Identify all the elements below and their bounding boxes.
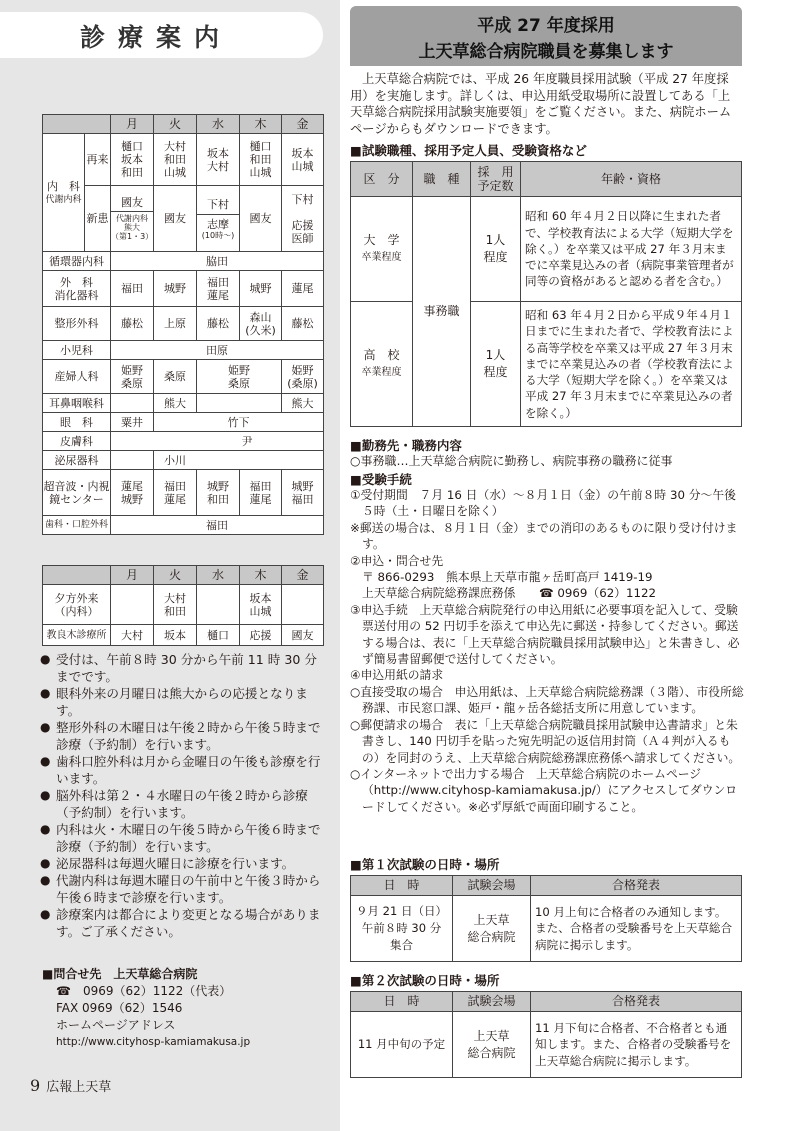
day-mon: 月 (111, 566, 154, 585)
section-heading: ■ 試験職種、採用予定人員、受験資格など (350, 141, 587, 159)
header-corner (43, 115, 111, 134)
cell (111, 585, 154, 625)
section-heading: ■ 受験手続 (350, 470, 412, 488)
cell: 國友 (154, 186, 197, 252)
table-row (351, 302, 742, 427)
col-header: 年齢・資格 (521, 162, 742, 197)
note-item: ● 診療案内は都合により変更となる場合があります。ご了承ください。 (42, 906, 327, 940)
cell: 坂本 山城 (282, 134, 324, 186)
procedure-item: ②申込・問合せ先 (350, 553, 444, 568)
table-row (43, 134, 324, 186)
exam-place-cell: 上天草 総合病院 (453, 1012, 531, 1078)
headcount-cell: 1人 程度 (471, 197, 521, 302)
cell: 福田 (111, 516, 324, 535)
table-row (43, 360, 324, 394)
evening-clinic-label: 夕方外来 （内科） (43, 585, 111, 625)
duty-text: ○事務職…上天草総合病院に勤務し、病院事務の職務に従事 (350, 454, 673, 468)
table-row (351, 1012, 742, 1078)
cell (111, 451, 154, 470)
cell: 樋口 (197, 625, 240, 646)
day-mon: 月 (111, 115, 154, 134)
table-row (43, 307, 324, 341)
col-header: 職 種 (413, 162, 471, 197)
kyora-clinic-label: 教良木診療所 (43, 625, 111, 646)
evening-schedule-table (42, 565, 324, 646)
cell: 姫野 桑原 (111, 360, 154, 394)
col-header: 区 分 (351, 162, 413, 197)
cell (111, 186, 154, 252)
dept-internal (43, 134, 85, 252)
note-item: ● 泌尿器科は毎週火曜日に診療を行います。 (42, 855, 327, 872)
dept-pediatrics: 小児科 (43, 341, 111, 360)
cell: 姫野 桑原 (197, 360, 282, 394)
day-tue: 火 (154, 566, 197, 585)
note-item: ● 受付は、午前８時 30 分から午前 11 時 30 分までです。 (42, 651, 327, 685)
cell: 福田 蓮尾 (240, 470, 282, 516)
cell: 小川 (154, 451, 324, 470)
table-header-row (351, 162, 742, 197)
table-row (351, 896, 742, 962)
cell: 樋口 和田 山城 (240, 134, 282, 186)
cell: 竹下 (154, 413, 324, 432)
cell: 熊大 (282, 394, 324, 413)
dept-ent: 耳鼻咽喉科 (43, 394, 111, 413)
procedure-item: ①受付期間 ７月 16 日（水）～８月１日（金）の午前８時 30 分～午後５時（土・日曜日を除く） (350, 488, 736, 519)
cell-text: 下村 (197, 198, 239, 215)
page-number: 9 (30, 1076, 41, 1095)
procedure-item: ○郵便請求の場合 表に「上天草総合病院職員採用試験申込書請求」と朱書きし、140 円切手を貼った宛先明記の返信用封筒（Ａ４判が入るもの）を同封のうえ、上天草総合病院総務課庶務係へ請求してください。 (350, 717, 741, 765)
job-type-cell: 事務職 (413, 197, 471, 427)
cell (282, 585, 324, 625)
dept-urology: 泌尿器科 (43, 451, 111, 470)
note-item: ● 代謝内科は毎週木曜日の午前中と午後３時から午後６時まで診療を行います。 (42, 872, 327, 906)
banner-line2: 上天草総合病院職員を募集します (418, 42, 674, 62)
section-heading: ■ 第１次試験の日時・場所 (350, 855, 499, 873)
cell-subtext: (10時～) (201, 230, 235, 240)
dept-label: 内 科 (47, 180, 80, 193)
cell: 尹 (111, 432, 324, 451)
dept-dental: 歯科・口腔外科 (43, 516, 111, 535)
section-heading: ■ 第２次試験の日時・場所 (350, 971, 499, 989)
col-header: 採 用 予定数 (471, 162, 521, 197)
cell: 城野 (154, 271, 197, 307)
note-item: ● 脳外科は第２・４水曜日の午後２時から診療（予約制）を行います。 (42, 787, 327, 821)
cell: 藤松 (197, 307, 240, 341)
cell: 福田 蓮尾 (197, 271, 240, 307)
section-heading: ■ 勤務先・職務内容 (350, 436, 462, 454)
table-row (43, 341, 324, 360)
cell: 上原 (154, 307, 197, 341)
clinic-notes (42, 651, 327, 940)
day-wed: 水 (197, 115, 240, 134)
exam-result-cell: 10 月上旬に合格者のみ通知します。また、合格者の受験番号を上天草総合病院に掲示します。 (531, 896, 742, 962)
day-tue: 火 (154, 115, 197, 134)
cell: 粟井 (111, 413, 154, 432)
cell: 桑原 (154, 360, 197, 394)
schedule-header-row (43, 566, 324, 585)
day-fri: 金 (282, 566, 324, 585)
cell: 坂本 山城 (240, 585, 282, 625)
cell: 田原 (111, 341, 324, 360)
banner-line1: 平成 27 年度採用 (477, 16, 615, 36)
dept-orthopedics: 整形外科 (43, 307, 111, 341)
cell: 坂本 (154, 625, 197, 646)
cell (111, 394, 154, 413)
col-header: 日 時 (351, 992, 453, 1012)
cell: 藤松 (111, 307, 154, 341)
col-header: 試験会場 (453, 992, 531, 1012)
day-thu: 木 (240, 566, 282, 585)
schedule-header-row (43, 115, 324, 134)
exam-date-cell: ９月 21 日（日） 午前８時 30 分 集合 (351, 896, 453, 962)
table-row (43, 585, 324, 625)
clinic-info-title: 診療案内 (80, 23, 233, 52)
table-row (43, 271, 324, 307)
cell: 下村 応援 医師 (282, 186, 324, 252)
cell: 國友 (282, 625, 324, 646)
cell: 蓮尾 (282, 271, 324, 307)
table-row (43, 186, 324, 252)
qualification-cell: 昭和 63 年４月２日から平成９年４月１日までに生まれた者で、学校教育法による高等学校を卒業又は平成 27 年３月末までに卒業見込みの者（学校教育法による大学（短期大学を除く。）を卒業又は平成 27 年３月末までに卒業見込みの者を除く。） (521, 302, 742, 427)
contact-url-link[interactable]: http://www.cityhosp-kamiamakusa.jp (56, 1036, 251, 1048)
exam-place-cell: 上天草 総合病院 (453, 896, 531, 962)
procedure-item: 〒 866-0293 熊本県上天草市龍ヶ岳町高戸 1419-19 (362, 570, 653, 585)
dept-surgery: 外 科 消化器科 (43, 271, 111, 307)
intro-paragraph: 上天草総合病院では、平成 26 年度職員採用試験（平成 27 年度採用）を実施します。詳しくは、申込用紙受取場所に設置してある「上天草総合病院採用試験実施要領」をご覧ください。また、病院ホームページからもダウンロードできます。 (350, 72, 732, 136)
cell-text: 志摩 (207, 217, 229, 231)
cell: 蓮尾 城野 (111, 470, 154, 516)
revisit-label: 再来 (85, 134, 111, 186)
table-row (43, 516, 324, 535)
cell: 國友 (240, 186, 282, 252)
cell: 城野 福田 (282, 470, 324, 516)
procedure-item: ③申込手続 上天草総合病院発行の申込用紙に必要事項を記入して、受験票送付用の 52 円切手を添えて申込先に郵送・持参してください。郵送する場合は、表に「上天草総合病院職員採用試験申込」と朱書きし、必ず簡易書留郵便で送付してください。 (350, 602, 740, 667)
col-header: 合格発表 (531, 876, 742, 896)
first-exam-table (350, 875, 742, 962)
exam-date-cell: 11 月中旬の予定 (351, 1012, 453, 1078)
contact-info (42, 966, 327, 1051)
cell: 脇田 (111, 252, 324, 271)
dept-dermatology: 皮膚科 (43, 432, 111, 451)
cell: 大村 和田 (154, 585, 197, 625)
category-sublabel: 卒業程度 (361, 252, 402, 263)
procedure-item: ○インターネットで出力する場合 上天草総合病院のホームページ（http://www.cityhosp-kamiamakusa.jp/）にアクセスしてダウンロードしてください。※必ず厚紙で両面印刷すること。 (350, 766, 738, 814)
table-header-row (351, 992, 742, 1012)
procedure-item: ④申込用紙の請求 (350, 668, 444, 683)
contact-fax: FAX 0969（62）1546 (56, 1001, 183, 1015)
contact-heading: ■問合せ先 上天草総合病院 (42, 967, 198, 981)
cell: 福田 蓮尾 (154, 470, 197, 516)
cell-subtext: 代謝内科 熊大 （第1・3） (111, 214, 154, 241)
note-item: ● 整形外科の木曜日は午後２時から午後５時まで診療（予約制）を行います。 (42, 719, 327, 753)
cell (197, 394, 282, 413)
table-row (43, 252, 324, 271)
cell: 応援 (240, 625, 282, 646)
contact-hp-label: ホームページアドレス (56, 1018, 176, 1032)
second-exam-table (350, 991, 742, 1078)
table-row (351, 197, 742, 302)
category-cell (351, 197, 413, 302)
cell: 福田 (111, 271, 154, 307)
header-corner (43, 566, 111, 585)
note-item: ● 歯科口腔外科は月から金曜日の午後も診療を行います。 (42, 753, 327, 787)
category-cell (351, 302, 413, 427)
cell: 藤松 (282, 307, 324, 341)
table-row (43, 432, 324, 451)
category-sublabel: 卒業程度 (361, 367, 402, 378)
day-wed: 水 (197, 566, 240, 585)
new-patient-label: 新患 (85, 186, 111, 252)
table-row (43, 451, 324, 470)
clinic-info-title-box (0, 12, 323, 58)
col-header: 合格発表 (531, 992, 742, 1012)
cell: 樋口 坂本 和田 (111, 134, 154, 186)
cell-text: 國友 (111, 196, 153, 212)
day-fri: 金 (282, 115, 324, 134)
qualification-cell: 昭和 60 年４月２日以降に生まれた者で、学校教育法による大学（短期大学を除く。）を卒業又は平成 27 年３月末までに卒業見込みの者（病院事業管理者が同等の資格があると認める者を含む。） (521, 197, 742, 302)
cell: 森山 (久米) (240, 307, 282, 341)
table-row (43, 413, 324, 432)
table-row (43, 394, 324, 413)
qualification-table (350, 161, 742, 427)
table-row (43, 625, 324, 646)
cell: 姫野 (桑原) (282, 360, 324, 394)
procedure-item: ※郵送の場合は、８月１日（金）までの消印のあるものに限り受け付けます。 (350, 520, 738, 552)
headcount-cell: 1人 程度 (471, 302, 521, 427)
cell: 大村 (111, 625, 154, 646)
day-thu: 木 (240, 115, 282, 134)
col-header: 日 時 (351, 876, 453, 896)
recruitment-banner (350, 6, 742, 66)
procedure-list (350, 487, 745, 815)
table-header-row (351, 876, 742, 896)
contact-tel: ☎ 0969（62）1122（代表） (56, 984, 232, 998)
cell: 城野 (240, 271, 282, 307)
note-item: ● 内科は火・木曜日の午後５時から午後６時まで診療（予約制）を行います。 (42, 821, 327, 855)
page-footer (30, 1076, 111, 1095)
dept-obgyn: 産婦人科 (43, 360, 111, 394)
procedure-item: ○直接受取の場合 申込用紙は、上天草総合病院総務課（３階）、市役所総務課、市民窓口課、姫戸・龍ヶ岳各総括支所に用意しています。 (350, 684, 744, 716)
dept-ophthalmology: 眼 科 (43, 413, 111, 432)
dept-cardiology: 循環器内科 (43, 252, 111, 271)
exam-result-cell: 11 月下旬に合格者、不合格者とも通知します。また、合格者の受験番号を上天草総合病院に掲示します。 (531, 1012, 742, 1078)
cell (197, 186, 240, 252)
cell: 坂本 大村 (197, 134, 240, 186)
cell (197, 585, 240, 625)
dept-endoscopy: 超音波・内視 鏡センター (43, 470, 111, 516)
category-label: 大 学 (363, 233, 400, 247)
cell: 熊大 (154, 394, 197, 413)
outpatient-schedule-table (42, 114, 324, 535)
table-row (43, 470, 324, 516)
col-header: 試験会場 (453, 876, 531, 896)
note-item: ● 眼科外来の月曜日は熊大からの応援となります。 (42, 685, 327, 719)
cell: 城野 和田 (197, 470, 240, 516)
dept-sublabel: 代謝内科 (45, 195, 82, 205)
cell: 大村 和田 山城 (154, 134, 197, 186)
procedure-item: 上天草総合病院総務課庶務係 ☎ 0969（62）1122 (362, 586, 657, 601)
category-label: 高 校 (363, 348, 400, 362)
publication-name: 広報上天草 (46, 1080, 112, 1095)
